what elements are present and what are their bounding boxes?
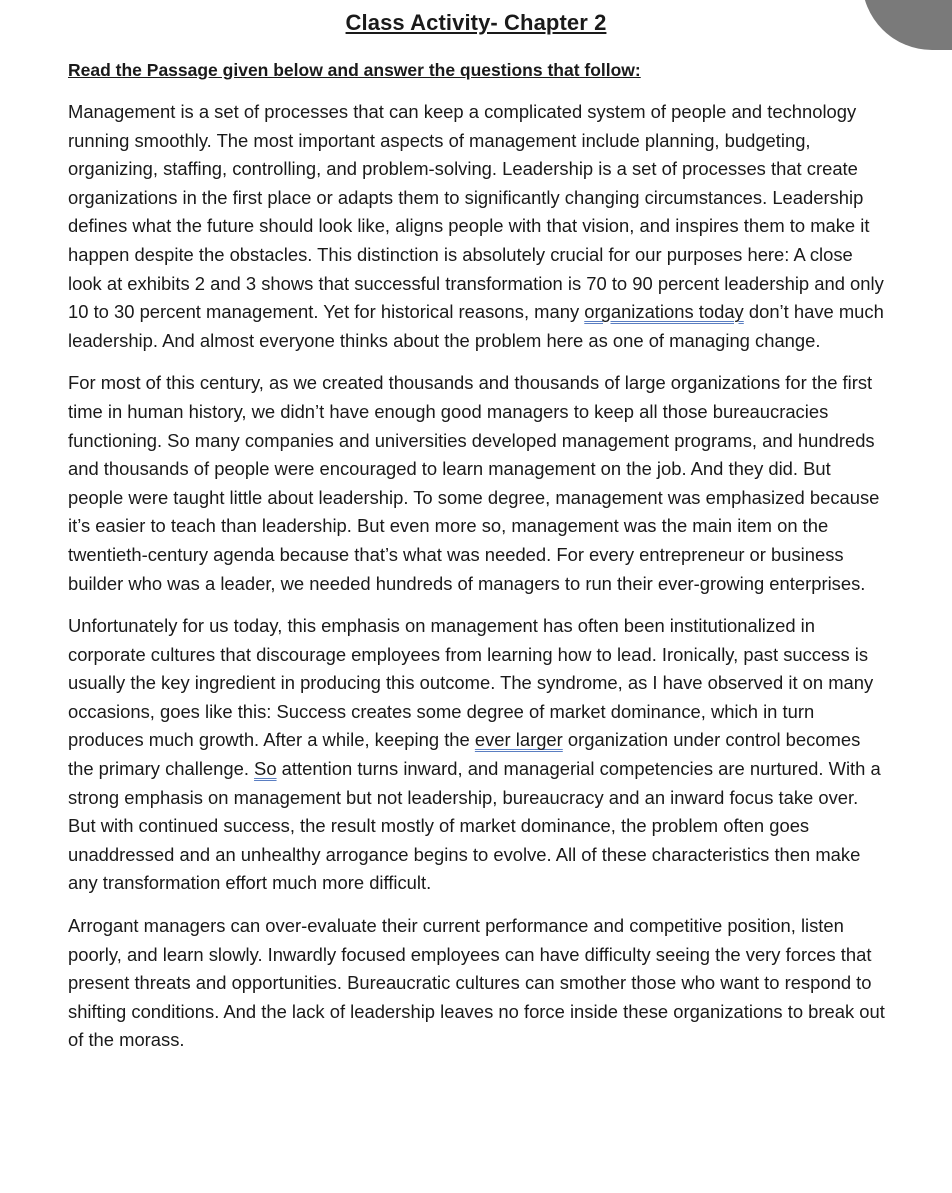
paragraph-1-text-start: Management is a set of processes that can keep a complicated system of people and technology running smoothly. The most important aspects of management include planning, budgeting, organizing, staffing, controlling, and problem-solving. Leadership is a set of processes that create organizations in the first place or adapts them to significantly changing circumstances. Leadership defines what the future should look like, aligns people with that vision, and inspires them to make it happen despite the obstacles. This distinction is absolutely crucial for our purposes here: A close look at exhibits 2 and 3 shows that successful transformation is 70 to 90 percent leadership and only 10 to 30 percent management. Yet for historical reasons, many [68, 101, 884, 323]
paragraph-1-text-end: don’t have much leadership. And almost everyone thinks about the problem here as one of managing change. [68, 301, 884, 351]
paragraph-1 [68, 98, 886, 355]
grammar-flag-organizations-today[interactable]: organizations today [584, 301, 744, 323]
document-title: Class Activity- Chapter 2 [345, 10, 607, 35]
paragraph-4: Arrogant managers can over-evaluate their current performance and competitive position, listen poorly, and learn slowly. Inwardly focused employees can have difficulty seeing the very forces that present threats and opportunities. Bureaucratic cultures can smother those who want to respond to shifting conditions. And the lack of leadership leaves no force inside these organizations to break out of the morass. [68, 915, 885, 1051]
paragraph-3 [68, 612, 886, 898]
passage-body [68, 98, 886, 1069]
paragraph-2: For most of this century, as we created thousands and thousands of large organizations for the first time in human history, we didn’t have enough good managers to keep all those bureaucracies functioning. So many companies and universities developed management programs, and hundreds and thousands of people were encouraged to learn management on the job. And they did. But people were taught little about leadership. To some degree, management was emphasized because it’s easier to teach than leadership. But even more so, management was the main item on the twentieth-century agenda because that’s what was needed. For every entrepreneur or business builder who was a leader, we needed hundreds of managers to run their ever-growing enterprises. [68, 372, 880, 594]
paragraph-3-text-middle: organization under control becomes the primary challenge. [68, 729, 861, 780]
grammar-flag-ever-larger[interactable]: ever larger [474, 729, 563, 751]
passage-instruction: Read the Passage given below and answer the questions that follow: [68, 60, 641, 80]
paragraph-3-text-end: attention turns inward, and managerial competencies are nurtured. With a strong emphasis on management but not leadership, bureaucracy and an inward focus take over. But with continued success, the result mostly of market dominance, the problem often goes unaddressed and an unhealthy arrogance begins to evolve. All of these characteristics then make any transformation effort much more difficult. [68, 758, 881, 894]
paragraph-3-text-start: Unfortunately for us today, this emphasis on management has often been institutionalized in corporate cultures that discourage employees from learning how to lead. Ironically, past success is usually the key ingredient in producing this outcome. The syndrome, as I have observed it on many occasions, goes like this: Success creates some degree of market dominance, which in turn produces much growth. After a while, keeping the [68, 615, 874, 751]
grammar-flag-so[interactable]: So [254, 758, 277, 780]
